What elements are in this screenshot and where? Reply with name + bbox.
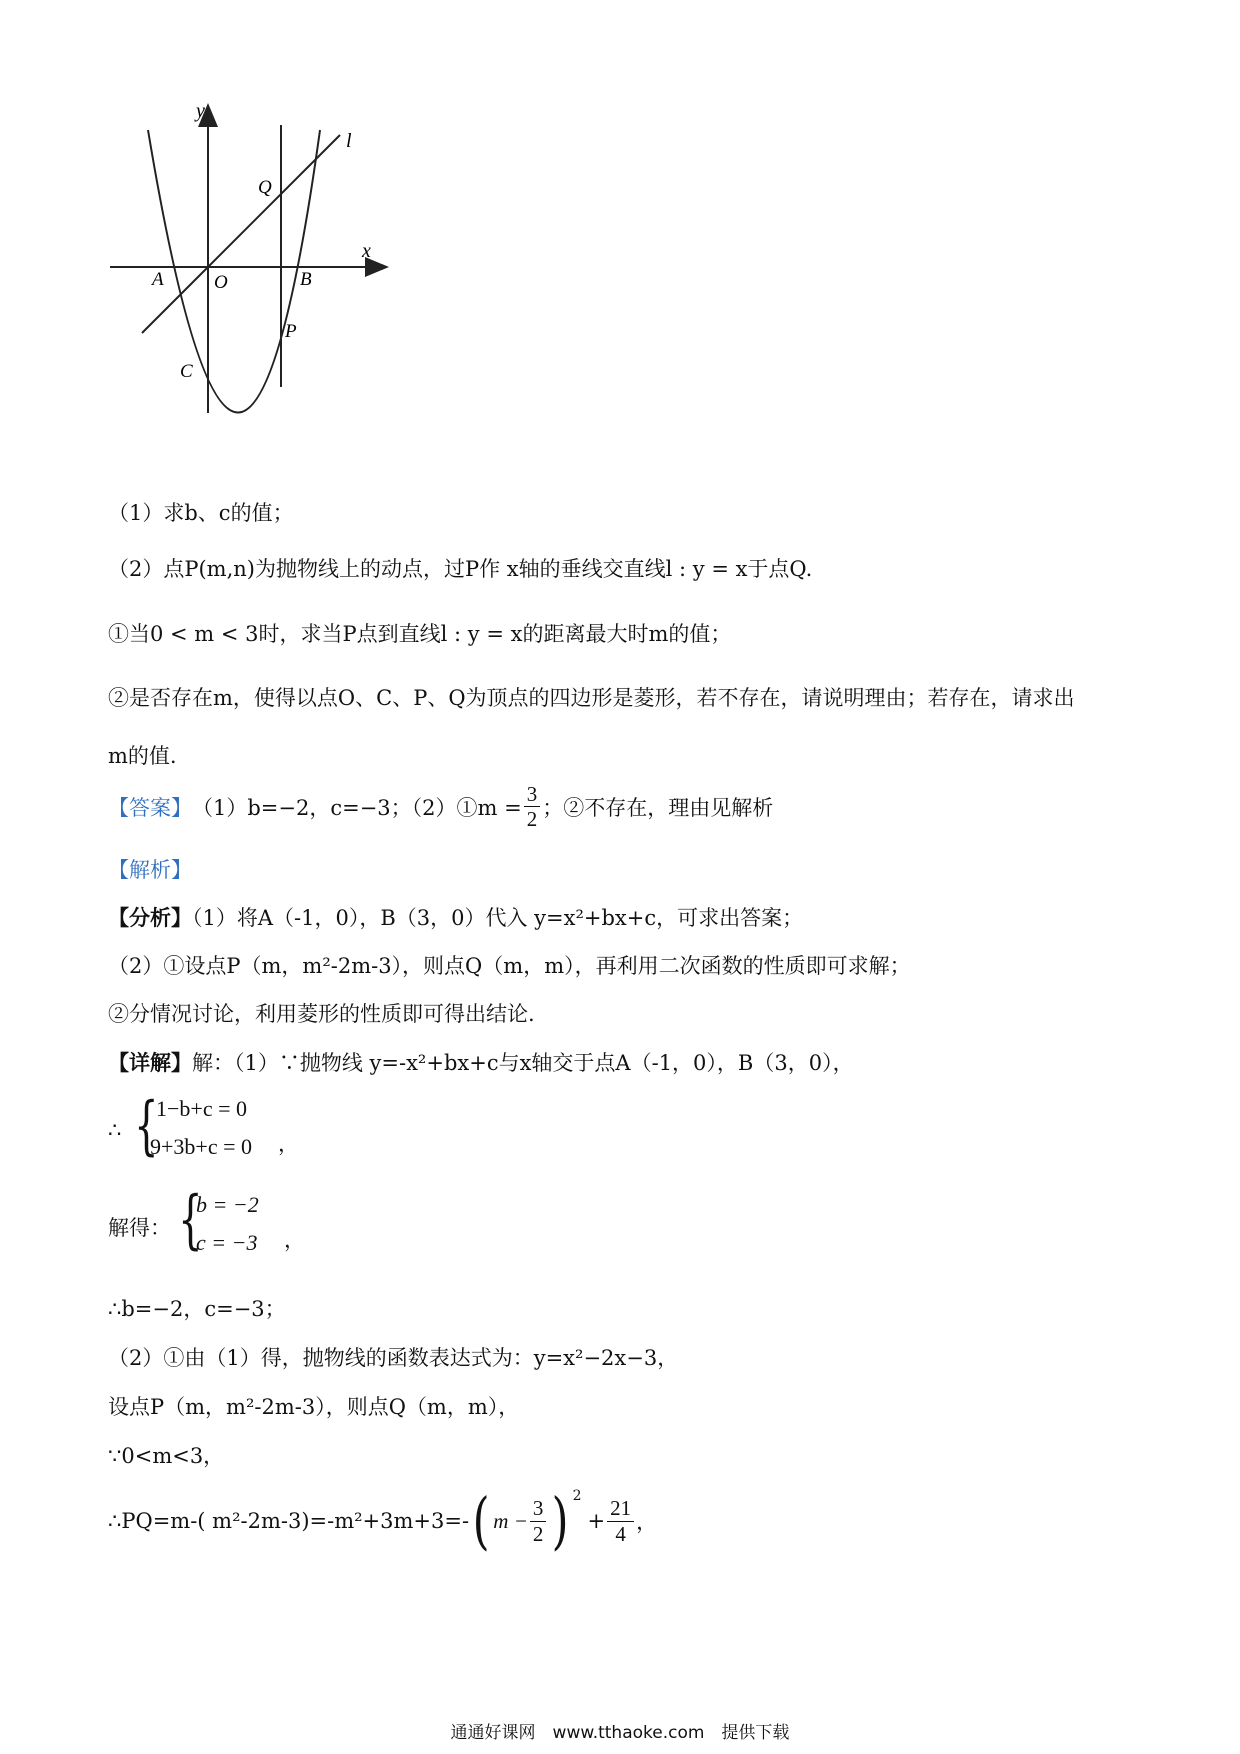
fenxi-line-2: （2）①设点P（m，m²-2m-3），则点Q（m，m），再利用二次函数的性质即可求解； — [108, 954, 911, 978]
left-brace: { — [134, 1089, 159, 1163]
answer-line — [108, 782, 773, 831]
line-l — [142, 135, 340, 333]
equation-comma: ， — [278, 1132, 299, 1156]
answer-frac-den: 2 — [526, 807, 538, 832]
solution-2: c = −3 — [196, 1230, 258, 1255]
pq-expression — [108, 1486, 657, 1556]
solution-1: b = −2 — [196, 1192, 259, 1217]
question-2-2-line2: m的值. — [108, 744, 177, 768]
fenxi-line-3: ②分情况讨论，利用菱形的性质即可得出结论. — [108, 1002, 535, 1026]
question-2-2-line1: ②是否存在m，使得以点O、C、P、Q为顶点的四边形是菱形，若不存在，请说明理由；若存在，请求出 — [108, 686, 1075, 710]
detail-line-1 — [108, 1047, 854, 1077]
equation-1: 1−b+c = 0 — [156, 1096, 247, 1121]
pq-exponent: 2 — [572, 1488, 582, 1504]
answer-frac-num: 3 — [524, 782, 541, 807]
equation-2: 9+3b+c = 0 — [150, 1134, 252, 1159]
detail-tag: 【详解】 — [108, 1050, 192, 1075]
question-1: （1）求b、c的值； — [108, 501, 294, 525]
left-paren: ( — [472, 1484, 490, 1557]
label-x: x — [362, 240, 371, 262]
label-a: A — [152, 269, 164, 290]
question-2-1: ①当0 < m < 3时，求当P点到直线l : y = x的距离最大时m的值； — [108, 622, 732, 646]
pq-lhs: ∴PQ=m-( m²-2m-3)=-m²+3m+3=- — [108, 1509, 470, 1533]
pq-end: ， — [636, 1510, 658, 1534]
page-footer: 通通好课网 www.tthaoke.com 提供下载 — [450, 1723, 790, 1743]
pq-plus: + — [587, 1509, 606, 1533]
answer-tag: 【答案】 — [108, 795, 192, 820]
pq-fraction-2 — [607, 1496, 634, 1545]
label-o: O — [214, 272, 228, 293]
solution-brace: { — [178, 1183, 203, 1257]
answer-part2: ；②不存在，理由见解析 — [542, 795, 774, 820]
solution-comma: ， — [284, 1228, 305, 1252]
pq-fraction-1 — [530, 1496, 547, 1545]
label-q: Q — [258, 177, 272, 198]
pq-frac-2-num: 21 — [607, 1496, 634, 1521]
detail-text-1: 解：（1）∵抛物线 y=-x²+bx+c与x轴交于点A（-1，0），B（3，0）， — [192, 1051, 854, 1075]
label-l: l — [346, 130, 352, 152]
detail-set-p: 设点P（m，m²-2m-3），则点Q（m，m）， — [108, 1395, 520, 1419]
label-p: P — [285, 321, 297, 342]
result-1: ∴b=−2，c=−3； — [108, 1297, 286, 1321]
parabola-figure — [100, 95, 400, 425]
answer-part1: （1）b=−2，c=−3；（2）①m = — [192, 795, 522, 820]
detail-part-2: （2）①由（1）得，抛物线的函数表达式为：y=x²−2x−3， — [108, 1346, 679, 1370]
right-paren: ) — [552, 1484, 569, 1557]
question-2: （2）点P(m,n)为抛物线上的动点，过P作 x轴的垂线交直线l : y = x于点Q. — [108, 557, 813, 581]
fenxi-line-1 — [108, 902, 803, 932]
equation-system — [108, 1089, 308, 1172]
pq-inner: m − — [493, 1508, 528, 1533]
solve-label: 解得： — [108, 1216, 171, 1240]
analysis-tag: 【解析】 — [108, 858, 192, 882]
pq-frac-1-den: 2 — [532, 1521, 544, 1546]
pq-frac-2-den: 4 — [615, 1521, 626, 1546]
pq-frac-1-num: 3 — [530, 1496, 547, 1521]
parabola-curve — [148, 130, 320, 413]
solution-system — [108, 1183, 308, 1268]
detail-range: ∵0<m<3， — [108, 1444, 225, 1468]
answer-fraction — [524, 782, 541, 831]
label-y: y — [196, 100, 205, 122]
fenxi-tag: 【分析】 — [108, 905, 192, 930]
label-c: C — [180, 361, 193, 382]
label-b: B — [300, 269, 312, 290]
therefore-symbol: ∴ — [108, 1118, 122, 1142]
fenxi-text-1: （1）将A（-1，0），B（3，0）代入 y=x²+bx+c，可求出答案； — [192, 906, 804, 930]
